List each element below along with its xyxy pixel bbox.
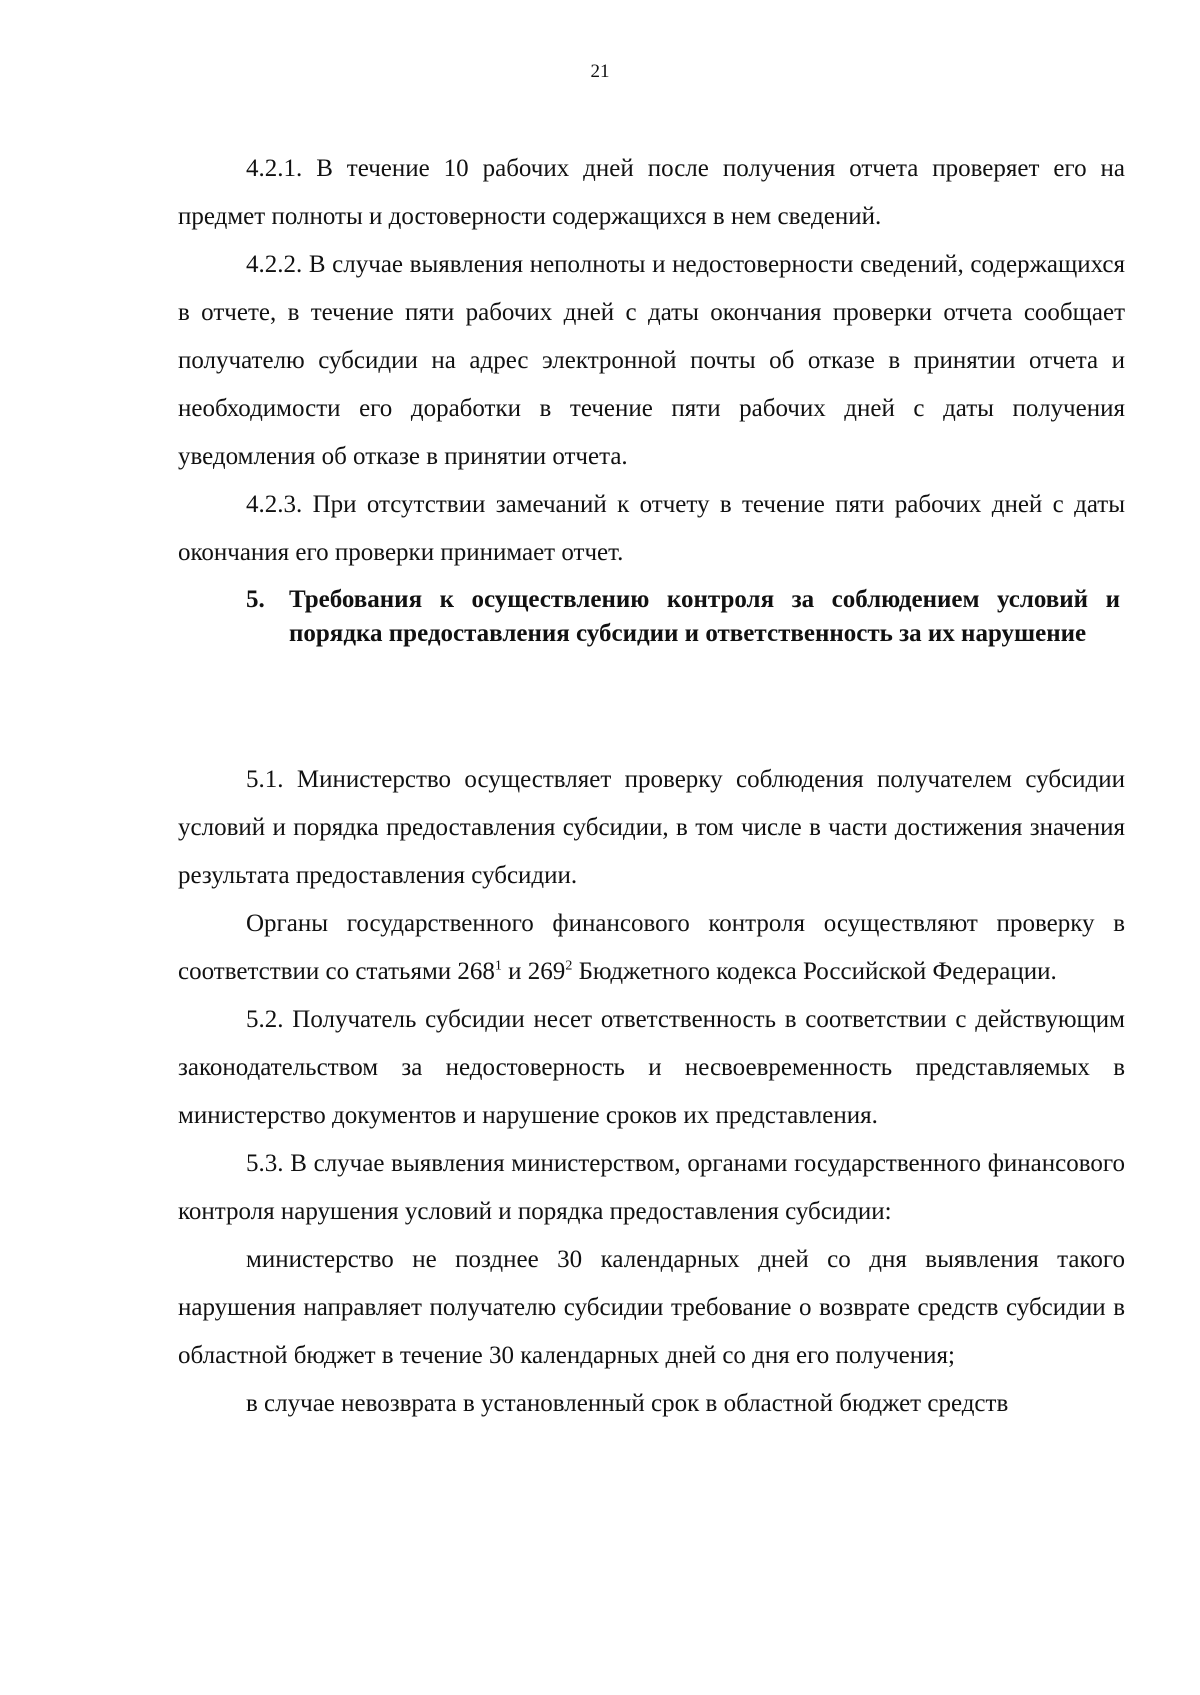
section-5-title: Требования к осуществлению контроля за соблюдением условий и порядка предоставления субсидии и ответственность за их нарушение bbox=[289, 586, 1120, 647]
financial-control-text-middle: и 269 bbox=[501, 958, 566, 985]
section-5-number: 5. bbox=[246, 586, 265, 613]
paragraph-5-1: 5.1. Министерство осуществляет проверку соблюдения получателем субсидии условий и порядка предоставления субсидии, в том числе в части достижения значения результата предоставления субсидии. bbox=[178, 766, 1125, 889]
paragraph-non-return: в случае невозврата в установленный срок в областной бюджет средств bbox=[246, 1390, 1009, 1417]
superscript-1: 1 bbox=[494, 958, 502, 974]
paragraph-5-3: 5.3. В случае выявления министерством, органами государственного финансового контроля нарушения условий и порядка предоставления субсидии: bbox=[178, 1150, 1125, 1225]
paragraph-5-2: 5.2. Получатель субсидии несет ответственность в соответствии с действующим законодательством за недостоверность и несвоевременность представляемых в министерство документов и нарушение сроков их представления. bbox=[178, 1006, 1125, 1129]
paragraph-4-2-3: 4.2.3. При отсутствии замечаний к отчету в течение пяти рабочих дней с даты окончания его проверки принимает отчет. bbox=[178, 491, 1125, 566]
superscript-2: 2 bbox=[565, 958, 573, 974]
paragraph-4-2-1: 4.2.1. В течение 10 рабочих дней после получения отчета проверяет его на предмет полноты и достоверности содержащихся в нем сведений. bbox=[178, 155, 1125, 230]
financial-control-text-start: Органы государственного финансового контроля осуществляют проверку в соответствии со статьями 268 bbox=[178, 910, 1125, 985]
page-number: 21 bbox=[590, 61, 610, 82]
financial-control-text-end: Бюджетного кодекса Российской Федерации. bbox=[572, 958, 1057, 985]
paragraph-financial-control bbox=[178, 900, 1125, 996]
section-5-heading bbox=[246, 583, 1120, 651]
paragraph-4-2-2: 4.2.2. В случае выявления неполноты и недостоверности сведений, содержащихся в отчете, в течение пяти рабочих дней с даты окончания проверки отчета сообщает получателю субсидии на адрес электронной почты об отказе в принятии отчета и необходимости его доработки в течение пяти рабочих дней с даты получения уведомления об отказе в принятии отчета. bbox=[178, 251, 1125, 470]
section-4-text bbox=[178, 145, 1125, 577]
section-5-text bbox=[178, 756, 1125, 1428]
paragraph-ministry-demand: министерство не позднее 30 календарных дней со дня выявления такого нарушения направляет получателю субсидии требование о возврате средств субсидии в областной бюджет в течение 30 календарных дней со дня его получения; bbox=[178, 1246, 1125, 1369]
